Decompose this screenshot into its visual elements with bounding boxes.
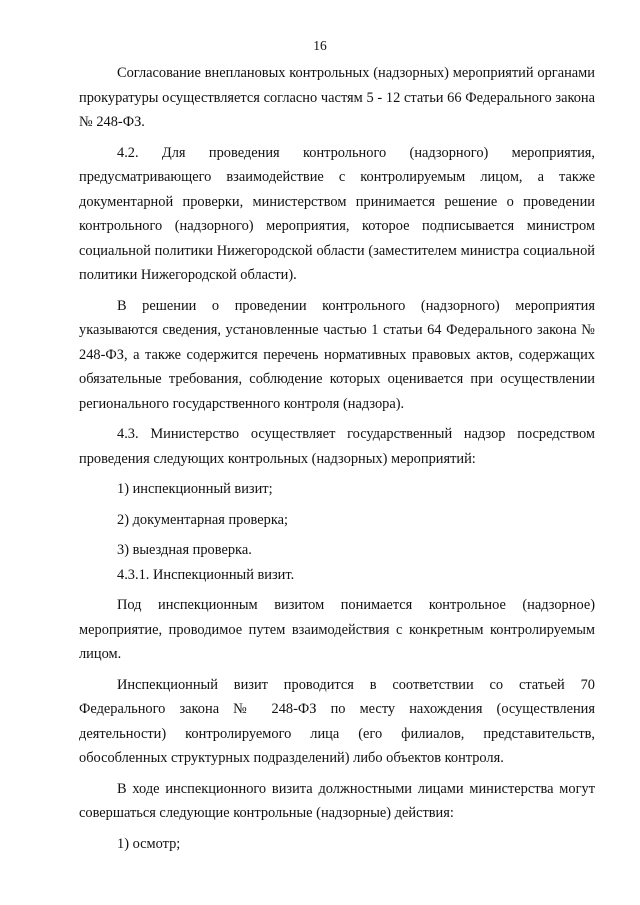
document-body: [79, 61, 595, 856]
paragraph-4-3: 4.3. Министерство осуществляет государственный надзор посредством проведения следующих контрольных (надзорных) мероприятий:: [79, 426, 595, 467]
list-item-documentary-check: 2) документарная проверка;: [117, 511, 288, 528]
list-item-onsite-check: 3) выездная проверка.: [117, 542, 252, 558]
paragraph-4-3-1-heading: 4.3.1. Инспекционный визит.: [117, 566, 295, 583]
page-number: 16: [313, 38, 327, 53]
paragraph-4-2: 4.2. Для проведения контрольного (надзорного) мероприятия, предусматривающего взаимодействие с контролируемым лицом, а также документарной проверки, министерством принимается решение о проведении контрольного (надзорного) мероприятия, которое подписывается министром социальной политики Нижегородской области (заместителем министра социальной политики Нижегородской области).: [79, 144, 595, 283]
paragraph-inspection-definition: Под инспекционным визитом понимается контрольное (надзорное) мероприятие, проводимое путем взаимодействия с конкретным контролируемым лицом.: [79, 597, 595, 662]
paragraph-inspection-actions: В ходе инспекционного визита должностными лицами министерства могут совершаться следующие контрольные (надзорные) действия:: [79, 780, 595, 821]
list-item-inspection-visit: 1) инспекционный визит;: [117, 481, 273, 497]
paragraph-prosecutor-approval: Согласование внеплановых контрольных (надзорных) мероприятий органами прокуратуры осуществляется согласно частям 5 - 12 статьи 66 Федерального закона № 248-ФЗ.: [79, 65, 595, 130]
paragraph-inspection-location: Инспекционный визит проводится в соответствии со статьей 70 Федерального закона № 248-ФЗ по месту нахождения (осуществления деятельности) контролируемого лица (его филиалов, представительств, обособленных структурных подразделений) либо объектов контроля.: [79, 676, 595, 766]
paragraph-decision-contents: В решении о проведении контрольного (надзорного) мероприятия указываются сведения, установленные частью 1 статьи 64 Федерального закона № 248-ФЗ, а также содержится перечень нормативных правовых актов, содержащих обязательные требования, соблюдение которых оценивается при осуществлении регионального государственного контроля (надзора).: [79, 297, 595, 412]
list-item-examination: 1) осмотр;: [117, 835, 181, 852]
